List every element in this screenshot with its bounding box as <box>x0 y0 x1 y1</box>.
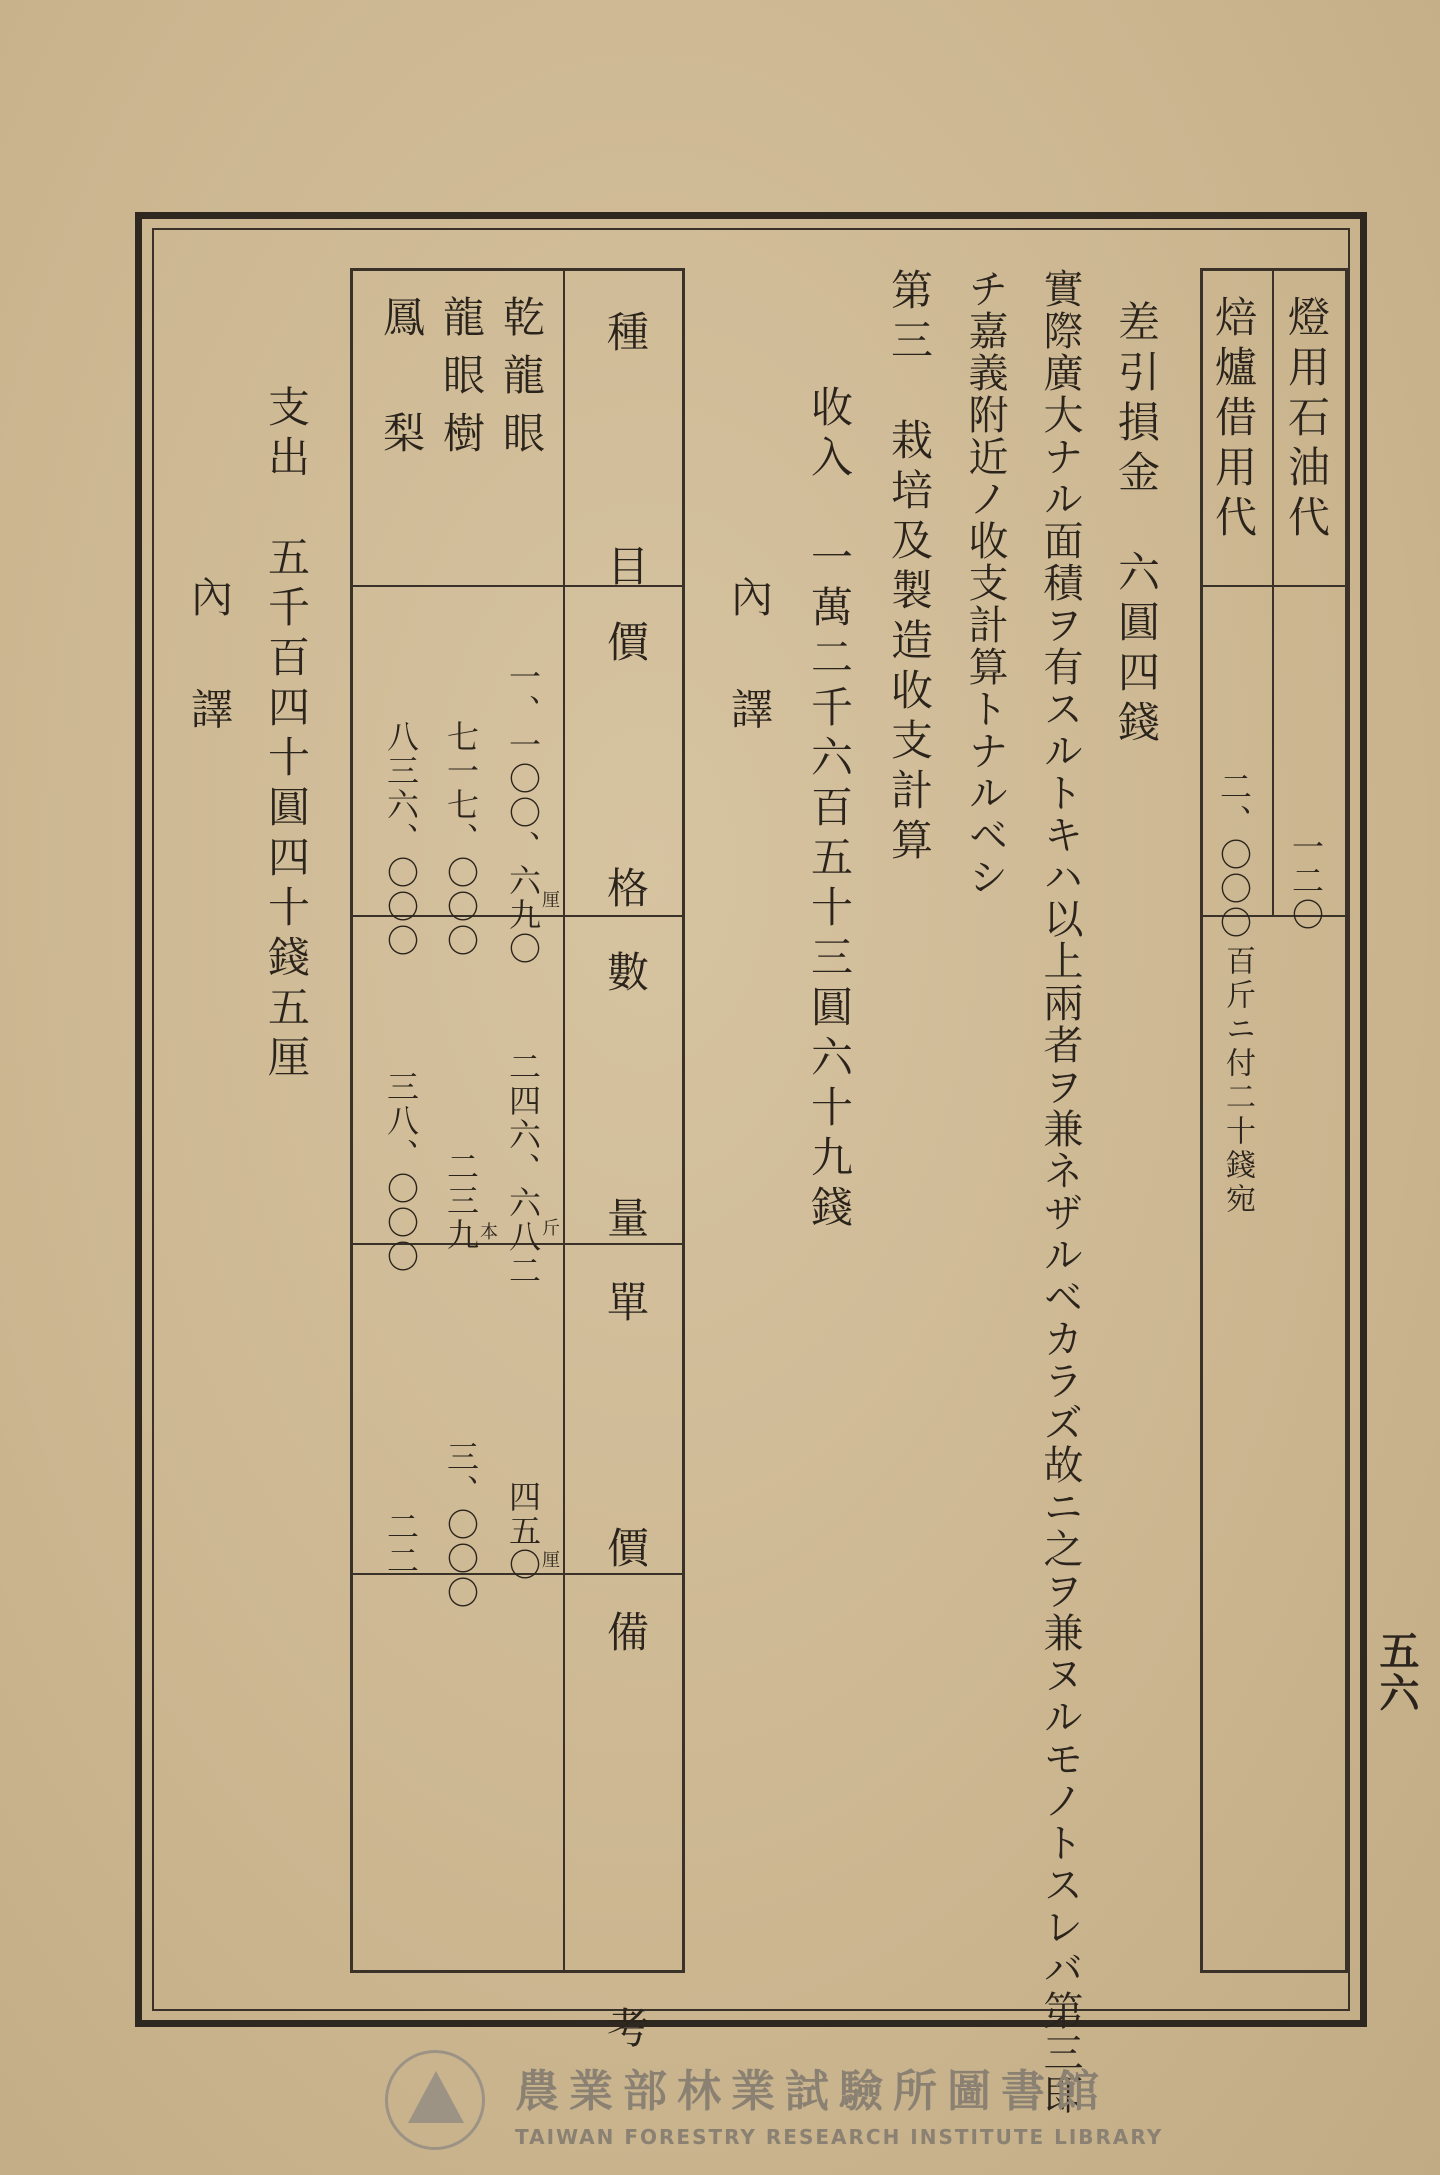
library-name-zh: 農業部林業試驗所圖書館 <box>515 2066 1109 2117</box>
row-1-unit-price: 四五〇 <box>504 1480 542 1582</box>
header-kind: 種 目 <box>601 310 650 622</box>
top-table-value-2: 二、〇〇〇 <box>1215 770 1253 940</box>
row-1-price: 一、一〇〇、六九〇 <box>504 660 542 966</box>
library-name-en: TAIWAN FORESTRY RESEARCH INSTITUTE LIBRARY <box>515 2125 1164 2149</box>
row-1-quantity: 二四六、六八二 <box>504 1050 542 1288</box>
body-text-line-1: 實際廣大ナル面積ヲ有スルトキハ以上兩者ヲ兼ネザルベカラズ故ニ之ヲ兼ヌルモノトスレバ第三即 <box>1037 268 1083 2116</box>
row-3-kind: 鳳 梨 <box>377 295 426 469</box>
body-text-line-2: チ嘉義附近ノ收支計算トナルベシ <box>962 268 1008 898</box>
row-1-kind: 乾龍眼 <box>497 295 546 469</box>
row-3-quantity: 三八、〇〇〇 <box>382 1070 420 1274</box>
page-frame-inner <box>152 228 1350 2011</box>
section-heading: 第三 栽培及製造收支計算 <box>885 268 934 868</box>
row-2-quantity: 二三九 <box>442 1150 480 1252</box>
top-table-note: 百斤ニ付二十錢宛 <box>1220 945 1255 1217</box>
quantity-unit-kin: 斤 <box>539 1218 560 1240</box>
row-2-unit-price: 三、〇〇〇 <box>442 1440 480 1610</box>
page-number: 五六 <box>1373 1630 1420 1714</box>
unit-price-unit-rin: 厘 <box>539 1550 560 1572</box>
expense-breakdown-label: 內 譯 <box>185 575 234 743</box>
price-unit-rin: 厘 <box>539 890 560 912</box>
header-quantity: 數 量 <box>601 950 650 1278</box>
main-table-header-divider <box>563 268 565 1973</box>
row-3-unit-price: 二二 <box>382 1510 420 1578</box>
header-unit-price: 單 價 <box>601 1280 650 1608</box>
library-watermark <box>515 2055 1235 2149</box>
top-table-col-divider <box>1272 268 1274 915</box>
expense-line: 支出 五千百四十圓四十錢五厘 <box>262 385 311 1085</box>
top-table-item-2: 焙爐借用代 <box>1209 295 1258 545</box>
top-table-value-1: 一二〇 <box>1287 830 1325 932</box>
income-line: 收入 一萬二千六百五十三圓六十九錢 <box>805 385 854 1235</box>
library-seal-icon <box>385 2050 485 2150</box>
header-price: 價 格 <box>601 620 650 948</box>
row-3-price: 八三六、〇〇〇 <box>382 720 420 958</box>
top-table-divider-1 <box>1200 585 1348 587</box>
row-2-kind: 龍眼樹 <box>437 295 486 469</box>
row-2-price: 七一七、〇〇〇 <box>442 720 480 958</box>
deficit-line: 差引損金 六圓四錢 <box>1112 300 1161 750</box>
income-breakdown-label: 內 譯 <box>725 575 774 743</box>
quantity-unit-hon: 本 <box>477 1222 498 1244</box>
header-remarks: 備 考 <box>601 1610 650 2138</box>
top-table-item-1: 燈用石油代 <box>1282 295 1331 545</box>
